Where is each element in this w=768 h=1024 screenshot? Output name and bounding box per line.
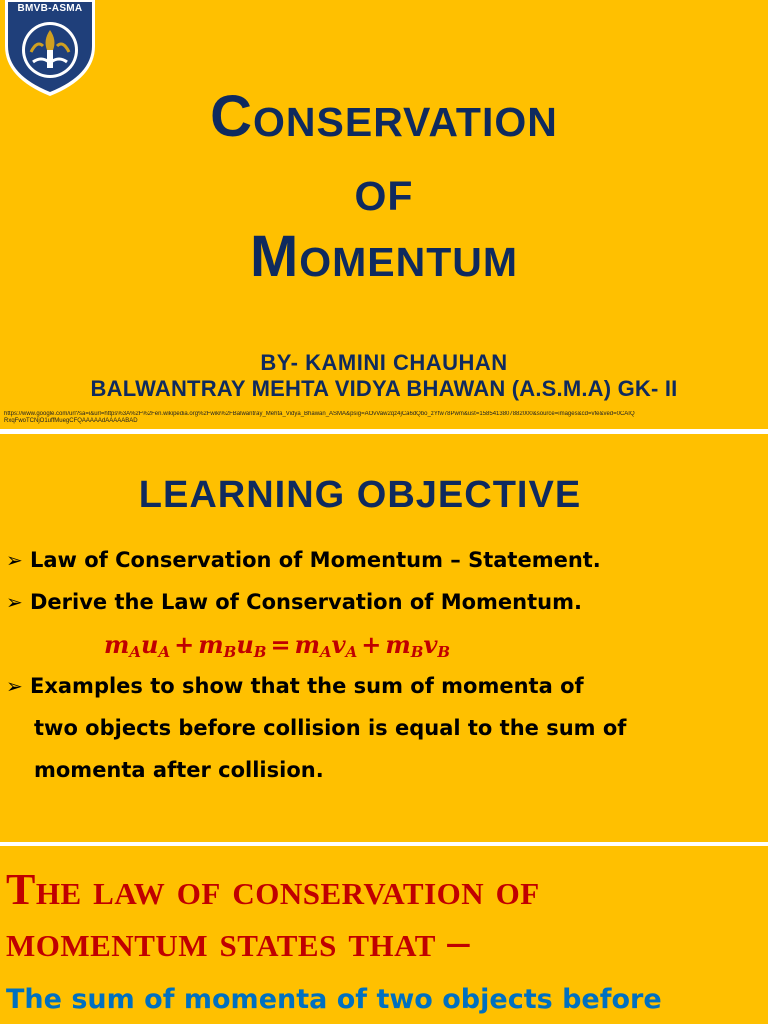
image-source-url: [4, 411, 768, 425]
law-heading-line-2: momentum states that –: [6, 917, 470, 966]
eq-symbol: m: [385, 630, 411, 659]
eq-subscript: A: [345, 643, 358, 661]
eq-operator: =: [270, 630, 291, 659]
law-statement-slide: [0, 846, 768, 1024]
eq-symbol: m: [104, 630, 130, 659]
law-heading-line-1: The law of conservation of: [6, 865, 540, 914]
eq-subscript: B: [410, 643, 424, 661]
source-url-line-1: https://www.google.com/url?sa=i&url=https%3A%2F%2Fen.wikipedia.org%2Fwiki%2FBalwantray_Mehta_Vidya_Bhawan_ASMA&psig=AOvVaw2qz4jCa6dQbo_zYfw78Pwm&ust=1585413807882000&source=images&cd=vfe&ved=0CAIQ: [4, 411, 635, 417]
eq-subscript: B: [223, 643, 237, 661]
author-name: BY- KAMINI CHAUHAN: [260, 350, 508, 375]
eq-symbol: u: [141, 630, 159, 659]
title-line-1: Conservation: [210, 84, 558, 149]
arrow-bullet-icon: ➢: [6, 590, 23, 614]
author-school: BALWANTRAY MEHTA VIDYA BHAWAN (A.S.M.A) GK- II: [90, 376, 678, 401]
school-logo: [3, 0, 97, 96]
eq-operator: +: [174, 630, 195, 659]
momentum-equation: [104, 630, 450, 661]
arrow-bullet-icon: ➢: [6, 548, 23, 572]
bullet-continuation: momenta after collision.: [34, 758, 324, 782]
eq-symbol: v: [331, 630, 346, 659]
bullet-item: [6, 590, 582, 614]
eq-subscript: B: [437, 643, 451, 661]
source-url-line-2: RxqFwoTCNjO1uffMuegCFQAAAAAdAAAAABAD: [4, 418, 138, 424]
title-line-3: Momentum: [249, 224, 519, 289]
eq-subscript: A: [158, 643, 171, 661]
eq-symbol: u: [236, 630, 254, 659]
learning-objective-heading: LEARNING OBJECTIVE: [138, 474, 582, 516]
eq-symbol: m: [294, 630, 320, 659]
title-line-2: of: [354, 158, 414, 223]
bullet-continuation: two objects before collision is equal to the sum of: [34, 716, 627, 740]
eq-operator: +: [361, 630, 382, 659]
law-body-text: The sum of momenta of two objects before: [6, 984, 662, 1015]
eq-symbol: m: [198, 630, 224, 659]
bullet-text: Examples to show that the sum of momenta of: [30, 674, 584, 698]
eq-subscript: B: [253, 643, 267, 661]
bullet-item: [6, 674, 584, 698]
eq-symbol: v: [423, 630, 438, 659]
logo-label: BMVB-ASMA: [17, 3, 83, 14]
eq-subscript: A: [129, 643, 142, 661]
eq-subscript: A: [320, 643, 332, 661]
arrow-bullet-icon: ➢: [6, 674, 23, 698]
learning-objective-slide: [0, 434, 768, 842]
title-slide: [0, 0, 768, 429]
bullet-text: Law of Conservation of Momentum – Statement.: [30, 548, 601, 572]
bullet-text: Derive the Law of Conservation of Momentum.: [30, 590, 582, 614]
shield-icon: [3, 0, 97, 96]
bullet-item: [6, 548, 601, 572]
